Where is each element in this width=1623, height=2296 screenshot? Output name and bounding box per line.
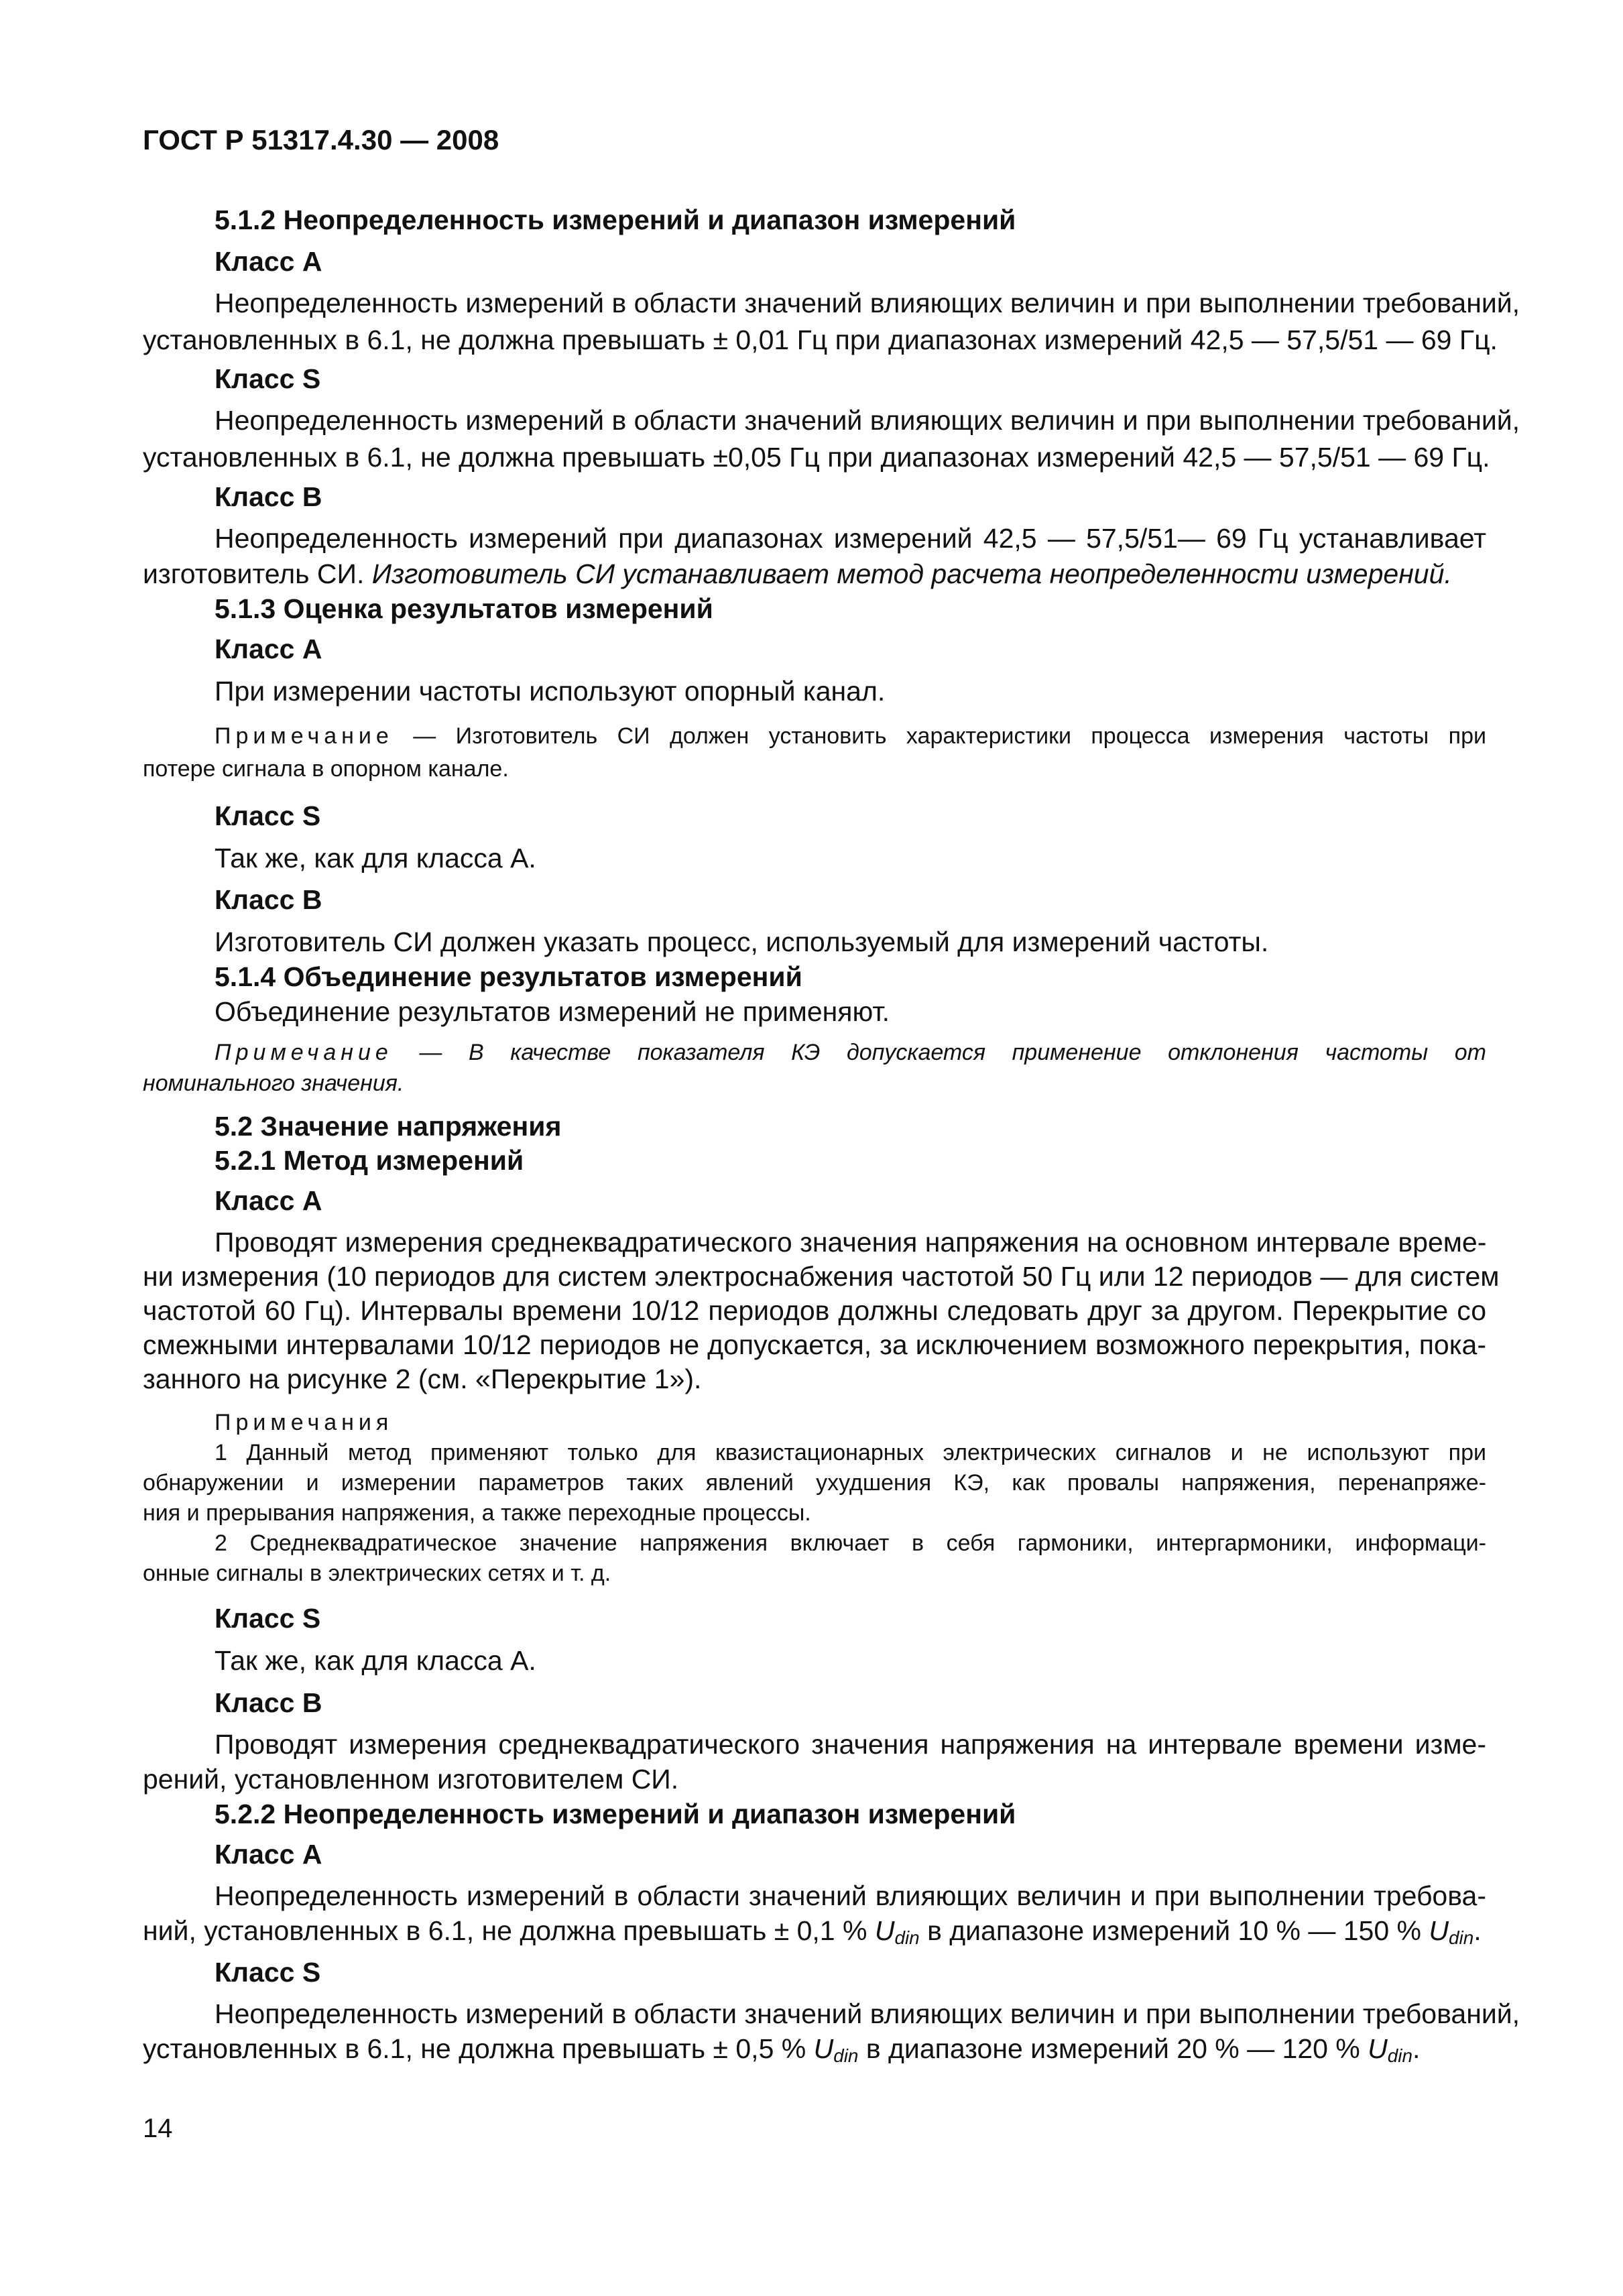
paragraph-line [143,1915,1482,1949]
paragraph-line: Неопределенность измерений в области значений влияющих величин и при выполнении требова- [215,1880,1486,1911]
paragraph-line: При измерении частоты используют опорный канал. [215,676,886,707]
paragraph-line [143,560,1452,588]
u-subscript: din [1449,1927,1474,1949]
paragraph-line: Так же, как для класса А. [215,1645,536,1676]
section-heading-5-2: 5.2 Значение напряжения [215,1111,562,1142]
u-subscript: din [894,1927,920,1949]
section-heading-5-1-2: 5.1.2 Неопределенность измерений и диапазон измерений [215,204,1016,235]
notes-title: Примечания [215,1410,394,1435]
u-din-symbol [1429,1915,1474,1949]
note-line [215,725,1486,747]
u-subscript: din [833,2045,859,2067]
u-letter: U [813,2033,834,2064]
paragraph-line: Неопределенность измерений в области значений влияющих величин и при выполнении требований, [215,288,1520,318]
paragraph-line: частотой 60 Гц). Интервалы времени 10/12 периодов должны следовать друг за другом. Перекрытие со [143,1295,1486,1326]
paragraph-line: установленных в 6.1, не должна превышать ± 0,01 Гц при диапазонах измерений 42,5 — 57,5/51 — 69 Гц. [143,324,1498,355]
note-line: номинального значения. [143,1071,404,1096]
note-line: онные сигналы в электрических сетях и т. д. [143,1561,611,1586]
paragraph-italic-text: Изготовитель СИ устанавливает метод расчета неопределенности измерений. [371,558,1452,589]
note-line: обнаружении и измерении параметров таких явлений ухудшения КЭ, как провалы напряжения, перенапряже- [143,1470,1486,1496]
class-a-label: Класс А [215,1839,322,1870]
section-heading-5-1-3: 5.1.3 Оценка результатов измерений [215,593,713,624]
u-din-symbol [874,1915,920,1949]
class-s-label: Класс S [215,1957,321,1988]
note-line [215,1041,1486,1064]
paragraph-text: . [1412,2033,1421,2064]
u-din-symbol [1368,2033,1412,2067]
u-letter: U [1368,2033,1388,2064]
note-text: — Изготовитель СИ должен установить характеристики процесса измерения частоты при [393,723,1486,749]
class-a-label: Класс А [215,246,322,277]
paragraph-text: в диапазоне измерений 10 % — 150 % [919,1915,1429,1946]
paragraph-line: ни измерения (10 периодов для систем электроснабжения частотой 50 Гц или 12 периодов — для систем [143,1261,1500,1292]
class-b-label: Класс В [215,1687,322,1718]
paragraph-line: смежными интервалами 10/12 периодов не допускается, за исключением возможного перекрытия, пока- [143,1329,1486,1360]
page-number: 14 [143,2114,173,2143]
note-label: Примечание [215,723,394,749]
document-header: ГОСТ Р 51317.4.30 — 2008 [143,124,499,156]
paragraph-line: Неопределенность измерений при диапазонах измерений 42,5 — 57,5/51— 69 Гц устанавливает [215,523,1486,554]
class-s-label: Класс S [215,363,321,394]
note-line: 2 Среднеквадратическое значение напряжения включает в себя гармоники, интергармоники, информаци- [215,1530,1486,1556]
section-heading-5-2-1: 5.2.1 Метод измерений [215,1145,524,1176]
u-letter: U [1429,1915,1449,1946]
class-b-label: Класс В [215,481,322,512]
class-b-label: Класс В [215,884,322,915]
paragraph-line: Неопределенность измерений в области значений влияющих величин и при выполнении требований, [215,1998,1520,2029]
u-din-symbol [813,2033,859,2067]
note-line: 1 Данный метод применяют только для квазистационарных электрических сигналов и не используют при [215,1440,1486,1465]
u-letter: U [874,1915,895,1946]
class-s-label: Класс S [215,800,321,831]
paragraph-line: Так же, как для класса А. [215,843,536,873]
paragraph-text: в диапазоне измерений 20 % — 120 % [858,2033,1368,2064]
paragraph-text: . [1474,1915,1482,1946]
note-line: потере сигнала в опорном канале. [143,756,509,782]
paragraph-text: ний, установленных в 6.1, не должна превышать ± 0,1 % [143,1915,875,1946]
paragraph-line: Проводят измерения среднеквадратического значения напряжения на интервале времени изме- [215,1729,1486,1760]
note-text: — В качестве показателя КЭ допускается применение отклонения частоты от [392,1040,1486,1065]
paragraph-line: Изготовитель СИ должен указать процесс, используемый для измерений частоты. [215,926,1269,957]
section-heading-5-1-4: 5.1.4 Объединение результатов измерений [215,961,802,992]
note-line: ния и прерывания напряжения, а также переходные процессы. [143,1500,811,1526]
paragraph-line: рений, установленном изготовителем СИ. [143,1764,679,1795]
class-a-label: Класс А [215,1185,322,1216]
paragraph-line: занного на рисунке 2 (см. «Перекрытие 1»). [143,1364,702,1394]
paragraph-line: Неопределенность измерений в области значений влияющих величин и при выполнении требований, [215,405,1520,436]
paragraph-text: изготовитель СИ. [143,558,372,589]
paragraph-line: Объединение результатов измерений не применяют. [215,996,890,1027]
paragraph-line: установленных в 6.1, не должна превышать ±0,05 Гц при диапазонах измерений 42,5 — 57,5/51 — 69 Гц. [143,442,1490,473]
section-heading-5-2-2: 5.2.2 Неопределенность измерений и диапазон измерений [215,1799,1016,1829]
note-label: Примечание [215,1040,393,1065]
class-s-label: Класс S [215,1603,321,1634]
class-a-label: Класс А [215,633,322,664]
u-subscript: din [1387,2045,1412,2067]
paragraph-line: Проводят измерения среднеквадратического значения напряжения на основном интервале време- [215,1227,1487,1258]
paragraph-text: установленных в 6.1, не должна превышать ± 0,5 % [143,2033,814,2064]
paragraph-line [143,2033,1421,2067]
